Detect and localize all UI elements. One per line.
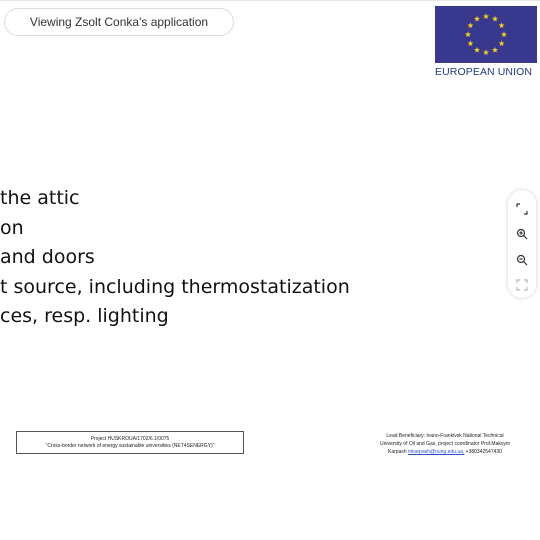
viewing-label: Viewing Zsolt Conka's application — [29, 15, 209, 29]
eu-logo — [435, 6, 537, 78]
top-border — [0, 0, 540, 1]
bullet-line: t source, including thermostatization — [0, 275, 350, 298]
expand-icon — [516, 203, 528, 215]
bullet-line: on — [0, 216, 24, 239]
project-title: “Cross-border network of energy sustainable universities (NET4SENERGY)” — [45, 442, 215, 449]
phone-number: +380342547430 — [465, 449, 502, 455]
bullet-line: the attic — [0, 187, 80, 209]
zoom-in-button[interactable] — [510, 222, 534, 248]
project-code: Project HUSKROUA/1702/6.1/0075 — [90, 436, 170, 442]
project-info-box — [16, 431, 244, 454]
coordinator-name: Karpash — [388, 449, 407, 455]
eu-caption: EUROPEAN UNION — [435, 66, 533, 78]
beneficiary-line-2: University of Oil and Gas, project coordinator Prof.Maksym — [379, 441, 511, 447]
fit-screen-button[interactable] — [510, 273, 534, 299]
beneficiary-line-1: Lead Beneficiary: Ivano-Frankivsk National Technical — [386, 433, 504, 439]
slide-bullet-list — [0, 184, 350, 332]
zoom-out-icon — [516, 254, 528, 266]
bullet-line: ces, resp. lighting — [0, 305, 169, 327]
fit-screen-icon — [516, 279, 528, 291]
eu-flag-icon — [435, 6, 537, 63]
zoom-in-icon — [516, 228, 528, 240]
lead-beneficiary-info — [350, 432, 540, 456]
zoom-out-button[interactable] — [510, 247, 534, 273]
beneficiary-line-3 — [350, 448, 540, 456]
email-link[interactable]: mkarpash@nung.edu.ua, — [408, 449, 465, 455]
expand-button[interactable] — [510, 196, 534, 222]
zoom-toolbar — [508, 190, 536, 298]
viewing-application-banner — [4, 8, 234, 36]
bullet-line: and doors — [0, 246, 95, 268]
